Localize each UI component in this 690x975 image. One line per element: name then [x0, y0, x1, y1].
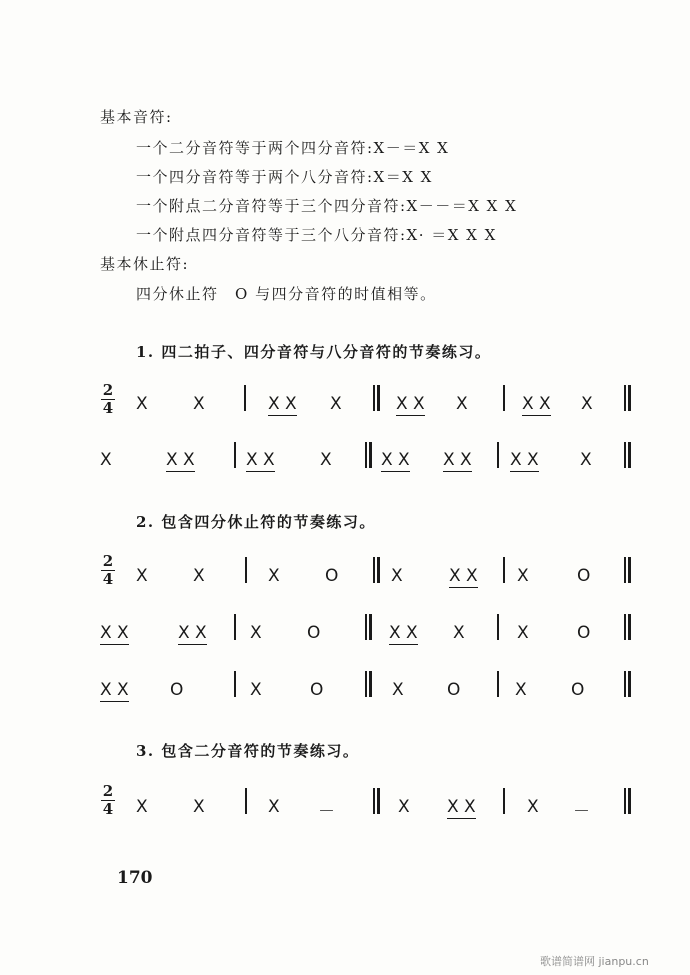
note-x: X	[193, 394, 205, 414]
rest-o: O	[577, 623, 591, 643]
eighth-pair: X X	[443, 450, 472, 470]
exercise-3-title: 3. 包含二分音符的节奏练习。	[136, 742, 360, 760]
note-x: X	[136, 394, 148, 414]
basic-rests-heading: 基本休止符:	[100, 255, 190, 273]
note-x: X	[330, 394, 342, 414]
rest-o: O	[447, 680, 461, 700]
end-barline	[624, 557, 632, 583]
rest-o: O	[310, 680, 324, 700]
basic-note-line-2: 一个四分音符等于两个八分音符:X＝X X	[136, 168, 433, 186]
double-barline	[373, 788, 381, 814]
eighth-pair: X X	[268, 394, 297, 414]
note-x: X	[250, 680, 262, 700]
eighth-pair: X X	[447, 797, 476, 817]
note-x: X	[391, 566, 403, 586]
note-x: X	[320, 450, 332, 470]
note-x: X	[517, 623, 529, 643]
note-x: X	[136, 797, 148, 817]
double-barline	[365, 671, 373, 697]
time-signature: 2 4	[102, 552, 114, 588]
end-barline	[624, 442, 632, 468]
eighth-pair: X X	[522, 394, 551, 414]
note-x: X	[193, 566, 205, 586]
basic-notes-heading: 基本音符:	[100, 108, 173, 126]
eighth-pair: X X	[449, 566, 478, 586]
end-barline	[624, 385, 632, 411]
rest-o: O	[571, 680, 585, 700]
barline	[503, 788, 505, 814]
note-x: X	[392, 680, 404, 700]
watermark: 歌谱简谱网 jianpu.cn	[540, 955, 649, 968]
double-barline	[373, 385, 381, 411]
barline	[234, 442, 236, 468]
eighth-pair: X X	[100, 623, 129, 643]
note-x: X	[268, 797, 280, 817]
eighth-pair: X X	[396, 394, 425, 414]
page-number: 170	[117, 868, 153, 888]
barline	[245, 788, 247, 814]
barline	[245, 557, 247, 583]
note-x: X	[100, 450, 112, 470]
time-signature: 2 4	[102, 381, 114, 417]
note-x: X	[453, 623, 465, 643]
barline	[497, 442, 499, 468]
end-barline	[624, 614, 632, 640]
note-x: X	[268, 566, 280, 586]
double-barline	[373, 557, 381, 583]
basic-rest-line: 四分休止符 O 与四分音符的时值相等。	[136, 285, 437, 303]
note-x: X	[580, 450, 592, 470]
double-barline	[365, 442, 373, 468]
note-x: X	[517, 566, 529, 586]
eighth-pair: X X	[100, 680, 129, 700]
note-x: X	[193, 797, 205, 817]
rest-o: O	[325, 566, 339, 586]
note-x: X	[515, 680, 527, 700]
barline	[234, 614, 236, 640]
rest-o: O	[307, 623, 321, 643]
note-x: X	[581, 394, 593, 414]
note-x: X	[250, 623, 262, 643]
barline	[503, 385, 505, 411]
dash: －	[318, 802, 335, 822]
eighth-pair: X X	[389, 623, 418, 643]
note-x: X	[456, 394, 468, 414]
barline	[244, 385, 246, 411]
note-x: X	[136, 566, 148, 586]
end-barline	[624, 671, 632, 697]
barline	[497, 614, 499, 640]
rest-o: O	[577, 566, 591, 586]
basic-note-line-3: 一个附点二分音符等于三个四分音符:X－－＝X X X	[136, 197, 518, 215]
end-barline	[624, 788, 632, 814]
basic-note-line-4: 一个附点四分音符等于三个八分音符:X· ＝X X X	[136, 226, 497, 244]
basic-note-line-1: 一个二分音符等于两个四分音符:X－＝X X	[136, 139, 450, 157]
barline	[503, 557, 505, 583]
eighth-pair: X X	[166, 450, 195, 470]
note-x: X	[398, 797, 410, 817]
eighth-pair: X X	[381, 450, 410, 470]
barline	[234, 671, 236, 697]
barline	[497, 671, 499, 697]
dash: －	[573, 802, 590, 822]
rest-o: O	[170, 680, 184, 700]
note-x: X	[527, 797, 539, 817]
time-signature: 2 4	[102, 782, 114, 818]
eighth-pair: X X	[178, 623, 207, 643]
double-barline	[365, 614, 373, 640]
exercise-1-title: 1. 四二拍子、四分音符与八分音符的节奏练习。	[136, 343, 492, 361]
eighth-pair: X X	[510, 450, 539, 470]
eighth-pair: X X	[246, 450, 275, 470]
exercise-2-title: 2. 包含四分休止符的节奏练习。	[136, 513, 376, 531]
